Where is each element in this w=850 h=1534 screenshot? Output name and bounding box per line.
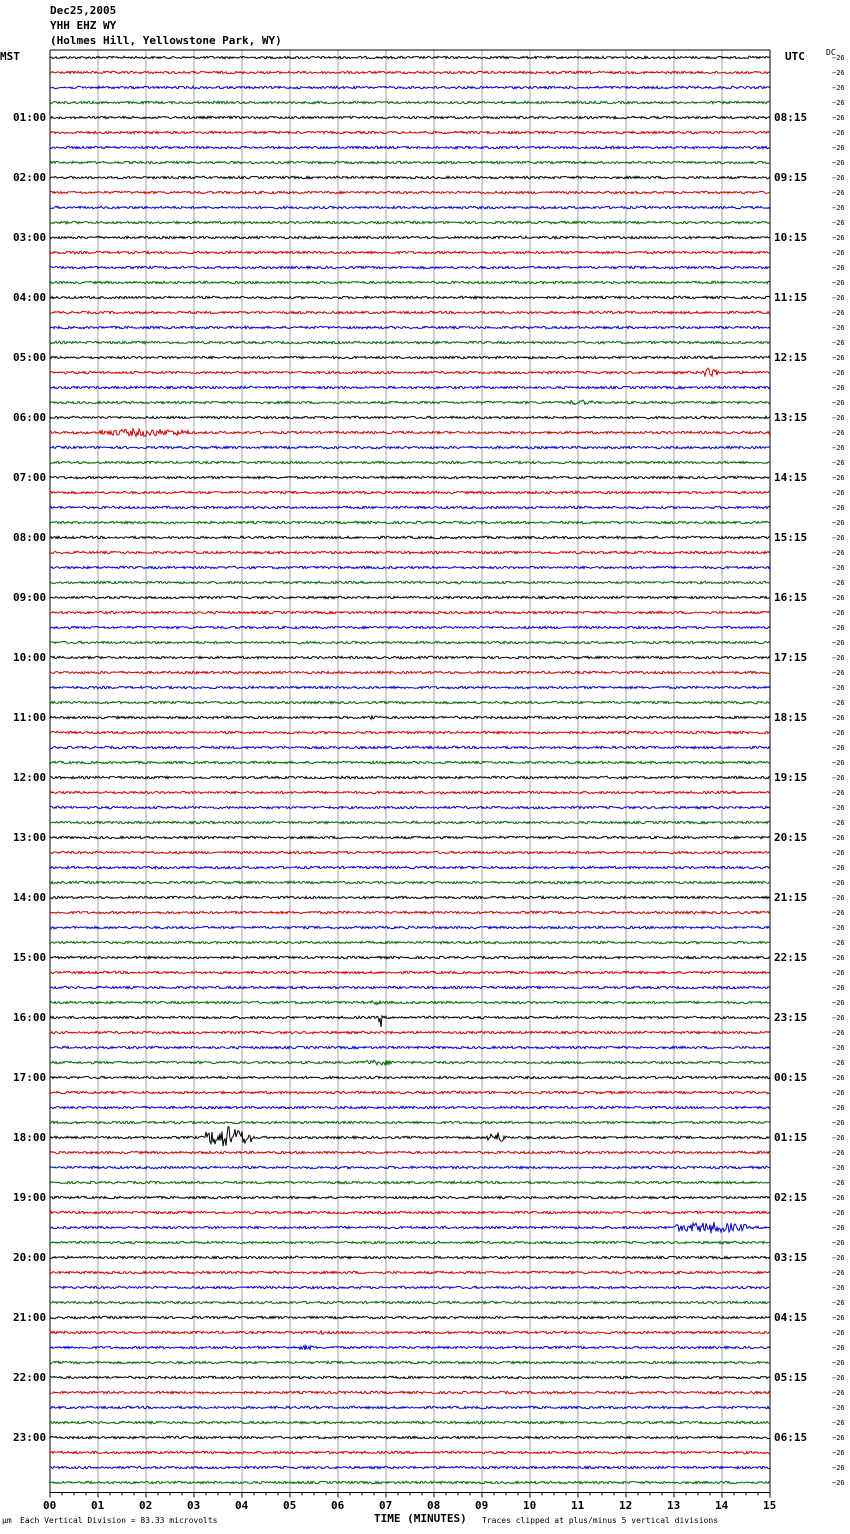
trace-row-17 — [50, 311, 770, 313]
trace-row-29 — [50, 491, 770, 493]
right-hour-label: 21:15 — [774, 890, 808, 904]
dc-value: −26 — [832, 263, 845, 272]
left-hour-label: 18:00 — [13, 1130, 47, 1144]
dc-value: −26 — [832, 1238, 845, 1247]
trace-row-69 — [50, 1091, 770, 1093]
right-hour-label: 13:15 — [774, 410, 808, 424]
left-hour-label: 07:00 — [13, 470, 47, 484]
trace-row-94 — [50, 1466, 770, 1468]
dc-value: −26 — [832, 1043, 845, 1052]
clip-note: Traces clipped at plus/minus 5 vertical divisions — [482, 1516, 719, 1525]
dc-value: −26 — [832, 998, 845, 1007]
right-hour-label: 22:15 — [774, 950, 808, 964]
trace-row-34 — [50, 566, 770, 568]
trace-row-23 — [50, 400, 770, 404]
dc-value: −26 — [832, 443, 845, 452]
trace-row-67 — [50, 1060, 770, 1065]
dc-value: −26 — [832, 458, 845, 467]
right-hour-label: 09:15 — [774, 170, 808, 184]
trace-row-82 — [50, 1286, 770, 1288]
dc-value: −26 — [832, 1088, 845, 1097]
trace-row-85 — [50, 1331, 770, 1335]
seismic-traces — [50, 56, 770, 1483]
right-hour-label: 19:15 — [774, 770, 808, 784]
trace-row-30 — [50, 506, 770, 508]
right-hour-label: 08:15 — [774, 110, 808, 124]
trace-row-13 — [50, 251, 770, 253]
dc-value: −26 — [832, 833, 845, 842]
trace-row-86 — [50, 1346, 770, 1350]
dc-value: −26 — [832, 758, 845, 767]
corner-units-label: μm — [2, 1516, 12, 1525]
dc-value: −26 — [832, 113, 845, 122]
dc-value: −26 — [832, 1073, 845, 1082]
trace-row-90 — [50, 1406, 770, 1408]
trace-row-91 — [50, 1421, 770, 1423]
trace-row-66 — [50, 1046, 770, 1048]
x-axis-ticks — [50, 1493, 770, 1498]
trace-row-60 — [50, 956, 770, 958]
dc-value: −26 — [832, 563, 845, 572]
trace-row-81 — [50, 1271, 770, 1273]
left-hour-label: 02:00 — [13, 170, 47, 184]
left-hour-label: 19:00 — [13, 1190, 47, 1204]
trace-row-45 — [50, 731, 770, 733]
left-hour-label: 16:00 — [13, 1010, 47, 1024]
right-hour-label: 14:15 — [774, 470, 808, 484]
trace-row-93 — [50, 1451, 770, 1453]
trace-row-15 — [50, 281, 770, 283]
dc-value: −26 — [832, 1298, 845, 1307]
trace-row-37 — [50, 611, 770, 613]
dc-value: −26 — [832, 803, 845, 812]
trace-row-8 — [50, 176, 770, 178]
right-hour-label: 18:15 — [774, 710, 808, 724]
left-hour-label: 23:00 — [13, 1430, 47, 1444]
dc-value: −26 — [832, 983, 845, 992]
trace-row-33 — [50, 551, 770, 553]
trace-row-38 — [50, 626, 770, 628]
right-hour-label: 15:15 — [774, 530, 808, 544]
dc-value: −26 — [832, 1328, 845, 1337]
x-tick-label: 12 — [619, 1498, 633, 1512]
trace-row-5 — [50, 131, 770, 133]
x-tick-label: 01 — [91, 1498, 105, 1512]
dc-value: −26 — [832, 968, 845, 977]
dc-value: −26 — [832, 518, 845, 527]
dc-value: −26 — [832, 1028, 845, 1037]
dc-value: −26 — [832, 668, 845, 677]
right-hour-label: 01:15 — [774, 1130, 808, 1144]
left-timezone-label: MST — [0, 50, 20, 63]
trace-row-56 — [50, 896, 770, 898]
dc-value: −26 — [832, 638, 845, 647]
dc-value: −26 — [832, 1133, 845, 1142]
dc-value: −26 — [832, 1253, 845, 1262]
dc-value: −26 — [832, 878, 845, 887]
trace-row-32 — [50, 536, 770, 538]
trace-row-84 — [50, 1316, 770, 1318]
trace-row-95 — [50, 1481, 770, 1483]
trace-row-54 — [50, 866, 770, 868]
left-hour-label: 15:00 — [13, 950, 47, 964]
trace-row-12 — [50, 236, 770, 238]
dc-value: −26 — [832, 143, 845, 152]
dc-value: −26 — [832, 1118, 845, 1127]
trace-row-18 — [50, 326, 770, 328]
x-tick-label: 02 — [139, 1498, 153, 1512]
dc-value: −26 — [832, 1358, 845, 1367]
trace-row-47 — [50, 761, 770, 763]
trace-row-76 — [50, 1196, 770, 1198]
left-hour-label: 22:00 — [13, 1370, 47, 1384]
dc-value: −26 — [832, 953, 845, 962]
trace-row-41 — [50, 671, 770, 673]
dc-value: −26 — [832, 68, 845, 77]
dc-value: −26 — [832, 353, 845, 362]
trace-row-39 — [50, 641, 770, 643]
trace-row-58 — [50, 926, 770, 928]
dc-value: −26 — [832, 1343, 845, 1352]
left-hour-label: 12:00 — [13, 770, 47, 784]
right-hour-label: 10:15 — [774, 230, 808, 244]
trace-row-65 — [50, 1031, 770, 1033]
trace-row-48 — [50, 776, 770, 778]
dc-value: −26 — [832, 1223, 845, 1232]
x-tick-label: 03 — [187, 1498, 201, 1512]
x-tick-label: 10 — [523, 1498, 537, 1512]
trace-row-2 — [50, 86, 770, 88]
trace-row-35 — [50, 581, 770, 583]
location-label: (Holmes Hill, Yellowstone Park, WY) — [50, 34, 282, 47]
dc-value: −26 — [832, 1448, 845, 1457]
right-hour-label: 20:15 — [774, 830, 808, 844]
dc-value: −26 — [832, 743, 845, 752]
x-tick-label: 07 — [379, 1498, 393, 1512]
trace-row-89 — [50, 1391, 770, 1393]
trace-row-79 — [50, 1241, 770, 1243]
x-tick-label: 09 — [475, 1498, 489, 1512]
dc-value: −26 — [832, 548, 845, 557]
dc-value: −26 — [832, 1013, 845, 1022]
dc-value: −26 — [832, 533, 845, 542]
trace-row-52 — [50, 836, 770, 838]
right-hour-label: 17:15 — [774, 650, 808, 664]
trace-row-57 — [50, 911, 770, 913]
trace-row-11 — [50, 221, 770, 223]
dc-value: −26 — [832, 863, 845, 872]
dc-value: −26 — [832, 728, 845, 737]
trace-row-68 — [50, 1076, 770, 1078]
trace-row-28 — [50, 476, 770, 478]
left-hour-label: 14:00 — [13, 890, 47, 904]
left-hour-label: 06:00 — [13, 410, 47, 424]
trace-row-78 — [50, 1222, 770, 1233]
left-hour-label: 21:00 — [13, 1310, 47, 1324]
trace-row-36 — [50, 596, 770, 598]
trace-row-72 — [50, 1127, 770, 1147]
trace-row-63 — [50, 1001, 770, 1005]
x-tick-label: 11 — [571, 1498, 585, 1512]
dc-value: −26 — [832, 233, 845, 242]
dc-value: −26 — [832, 173, 845, 182]
dc-value: −26 — [832, 653, 845, 662]
dc-value: −26 — [832, 1148, 845, 1157]
dc-value: −26 — [832, 1403, 845, 1412]
left-hour-label: 13:00 — [13, 830, 47, 844]
right-hour-label: 12:15 — [774, 350, 808, 364]
trace-row-92 — [50, 1436, 770, 1438]
trace-row-22 — [50, 386, 770, 388]
x-tick-label: 00 — [43, 1498, 57, 1512]
dc-value: −26 — [832, 278, 845, 287]
right-hour-label: 04:15 — [774, 1310, 808, 1324]
trace-row-61 — [50, 971, 770, 973]
dc-value: −26 — [832, 893, 845, 902]
dc-value: −26 — [832, 98, 845, 107]
dc-value: −26 — [832, 1418, 845, 1427]
dc-value: −26 — [832, 713, 845, 722]
date-label: Dec25,2005 — [50, 4, 117, 17]
left-hour-label: 11:00 — [13, 710, 47, 724]
trace-row-16 — [50, 296, 770, 298]
trace-row-6 — [50, 146, 770, 148]
trace-row-1 — [50, 71, 770, 73]
trace-row-26 — [50, 446, 770, 448]
right-hour-label: 11:15 — [774, 290, 808, 304]
dc-value: −26 — [832, 428, 845, 437]
dc-value: −26 — [832, 1463, 845, 1472]
left-hour-label: 01:00 — [13, 110, 47, 124]
x-tick-label: 05 — [283, 1498, 297, 1512]
trace-row-0 — [50, 56, 770, 58]
dc-value: −26 — [832, 248, 845, 257]
trace-row-62 — [50, 986, 770, 988]
trace-row-80 — [50, 1256, 770, 1258]
dc-value: −26 — [832, 398, 845, 407]
right-hour-label: 00:15 — [774, 1070, 808, 1084]
trace-row-42 — [50, 686, 770, 688]
dc-value: −26 — [832, 908, 845, 917]
trace-row-59 — [50, 941, 770, 943]
dc-value: −26 — [832, 488, 845, 497]
trace-row-40 — [50, 656, 770, 658]
right-hour-label: 16:15 — [774, 590, 808, 604]
dc-value: −26 — [832, 1178, 845, 1187]
dc-value: −26 — [832, 818, 845, 827]
dc-value: −26 — [832, 1163, 845, 1172]
left-hour-label: 17:00 — [13, 1070, 47, 1084]
dc-value: −26 — [832, 923, 845, 932]
trace-row-77 — [50, 1211, 770, 1213]
dc-value: −26 — [832, 473, 845, 482]
trace-row-88 — [50, 1376, 770, 1378]
dc-value: −26 — [832, 503, 845, 512]
x-tick-label: 08 — [427, 1498, 441, 1512]
dc-value: −26 — [832, 1268, 845, 1277]
dc-value: −26 — [832, 1433, 845, 1442]
trace-row-3 — [50, 101, 770, 103]
right-hour-label: 23:15 — [774, 1010, 808, 1024]
dc-value: −26 — [832, 1478, 845, 1487]
scale-label: Each Vertical Division = 83.33 microvolts — [20, 1516, 218, 1525]
trace-row-75 — [50, 1181, 770, 1183]
trace-row-43 — [50, 701, 770, 703]
trace-row-51 — [50, 821, 770, 823]
dc-value: −26 — [832, 1193, 845, 1202]
left-hour-label: 08:00 — [13, 530, 47, 544]
left-hour-label: 04:00 — [13, 290, 47, 304]
x-tick-label: 13 — [667, 1498, 681, 1512]
trace-row-7 — [50, 161, 770, 163]
dc-value: −26 — [832, 788, 845, 797]
trace-row-9 — [50, 191, 770, 193]
right-hour-label: 05:15 — [774, 1370, 808, 1384]
dc-value: −26 — [832, 338, 845, 347]
trace-row-87 — [50, 1361, 770, 1363]
station-label: YHH EHZ WY — [50, 19, 117, 32]
dc-value: −26 — [832, 323, 845, 332]
trace-row-21 — [50, 368, 770, 376]
right-hour-label: 03:15 — [774, 1250, 808, 1264]
trace-row-27 — [50, 461, 770, 463]
left-hour-label: 09:00 — [13, 590, 47, 604]
dc-value: −26 — [832, 413, 845, 422]
trace-row-20 — [50, 356, 770, 358]
dc-value: −26 — [832, 773, 845, 782]
left-hour-label: 10:00 — [13, 650, 47, 664]
dc-value: −26 — [832, 368, 845, 377]
trace-row-55 — [50, 881, 770, 883]
minute-gridlines — [50, 50, 770, 1493]
x-tick-label: 15 — [763, 1498, 777, 1512]
dc-value: −26 — [832, 188, 845, 197]
dc-value: −26 — [832, 218, 845, 227]
dc-value: −26 — [832, 383, 845, 392]
dc-value: −26 — [832, 1103, 845, 1112]
left-hour-label: 03:00 — [13, 230, 47, 244]
dc-value: −26 — [832, 1283, 845, 1292]
dc-value: −26 — [832, 53, 845, 62]
dc-value: −26 — [832, 938, 845, 947]
x-axis-title: TIME (MINUTES) — [374, 1512, 467, 1525]
dc-value: −26 — [832, 593, 845, 602]
trace-row-49 — [50, 791, 770, 793]
dc-value: −26 — [832, 293, 845, 302]
x-tick-label: 06 — [331, 1498, 345, 1512]
trace-row-50 — [50, 806, 770, 808]
dc-value: −26 — [832, 128, 845, 137]
right-hour-label: 06:15 — [774, 1430, 808, 1444]
trace-row-71 — [50, 1121, 770, 1123]
dc-value: −26 — [832, 848, 845, 857]
trace-row-74 — [50, 1166, 770, 1168]
left-hour-label: 20:00 — [13, 1250, 47, 1264]
left-hour-label: 05:00 — [13, 350, 47, 364]
dc-value: −26 — [832, 623, 845, 632]
dc-value: −26 — [832, 1058, 845, 1067]
dc-value: −26 — [832, 203, 845, 212]
trace-row-44 — [50, 716, 770, 719]
trace-row-19 — [50, 341, 770, 343]
trace-row-70 — [50, 1106, 770, 1108]
dc-value: −26 — [832, 1373, 845, 1382]
trace-row-31 — [50, 521, 770, 523]
dc-value: −26 — [832, 158, 845, 167]
trace-row-73 — [50, 1151, 770, 1153]
dc-value: −26 — [832, 698, 845, 707]
dc-header-label: DC — [826, 48, 836, 57]
dc-value: −26 — [832, 578, 845, 587]
x-tick-label: 14 — [715, 1498, 729, 1512]
right-timezone-label: UTC — [785, 50, 805, 63]
trace-row-14 — [50, 266, 770, 268]
trace-row-10 — [50, 206, 770, 208]
trace-row-64 — [50, 1016, 770, 1027]
trace-row-46 — [50, 746, 770, 748]
trace-row-4 — [50, 116, 770, 118]
dc-value: −26 — [832, 1313, 845, 1322]
trace-row-25 — [50, 429, 770, 437]
trace-row-83 — [50, 1301, 770, 1303]
dc-value: −26 — [832, 1208, 845, 1217]
dc-value: −26 — [832, 1388, 845, 1397]
dc-value: −26 — [832, 83, 845, 92]
dc-value: −26 — [832, 683, 845, 692]
x-tick-label: 04 — [235, 1498, 249, 1512]
trace-row-53 — [50, 851, 770, 853]
dc-value: −26 — [832, 308, 845, 317]
dc-value: −26 — [832, 608, 845, 617]
trace-row-24 — [50, 416, 770, 418]
right-hour-label: 02:15 — [774, 1190, 808, 1204]
